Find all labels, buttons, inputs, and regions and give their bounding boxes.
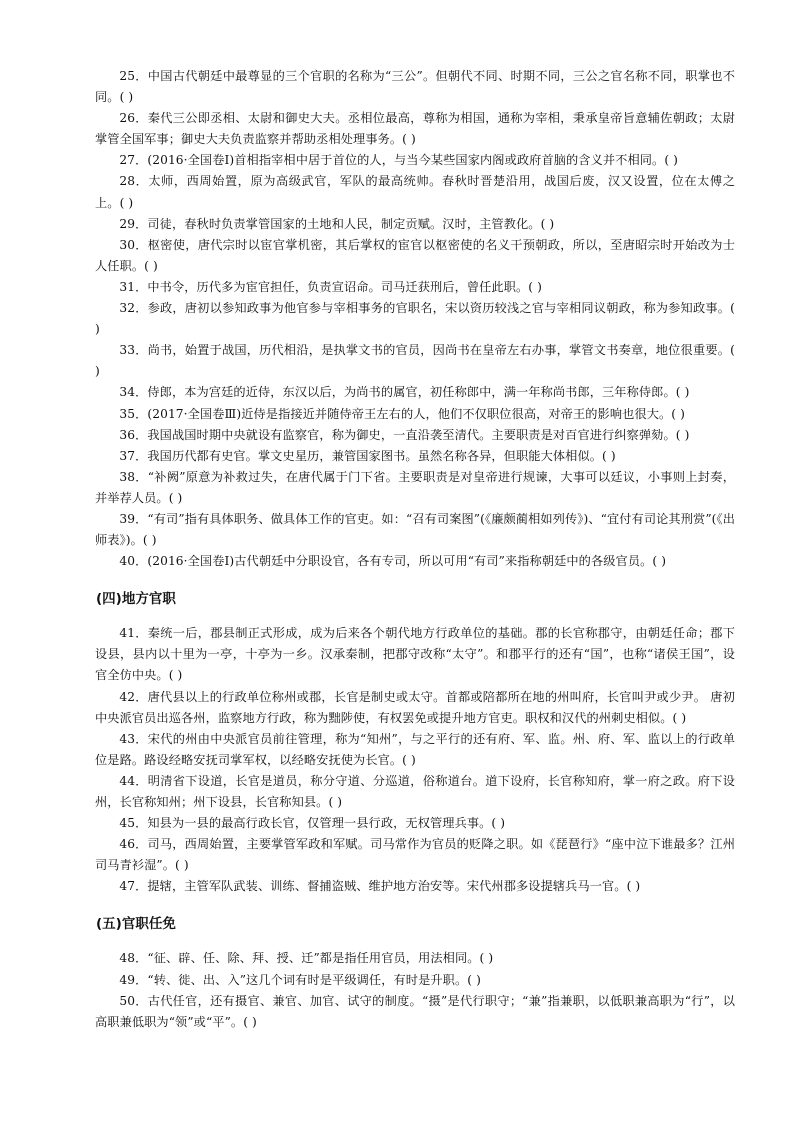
question-43: 43．宋代的州由中央派官员前往管理，称为“知州”，与之平行的还有府、军、监。州、府、军、监以上的行政单位是路。路设经略安抚司掌军权，以经略安抚使为长官。( ) (95, 731, 735, 767)
question-36: 36．我国战国时期中央就设有监察官，称为御史，一直沿袭至清代。主要职责是对百官进行纠察弹劾。( ) (119, 427, 690, 442)
question-46: 46．司马，西周始置，主要掌管军政和军赋。司马常作为官员的贬降之职。如《琵琶行》“座中泣下谁最多？江州司马青衫湿”。( ) (95, 837, 735, 873)
question-28: 28．太师，西周始置，原为高级武官，军队的最高统帅。春秋时晋楚沿用，战国后废，汉又设置，位在太傅之上。( ) (95, 174, 735, 210)
question-49: 49．“转、徙、出、入”这几个词有时是平级调任，有时是升职。( ) (119, 972, 481, 987)
question-group-central-officials (95, 66, 735, 572)
question-45: 45．知县为一县的最高行政长官，仅管理一县行政，无权管理兵事。( ) (119, 816, 506, 831)
question-41: 41．秦统一后，郡县制正式形成，成为后来各个朝代地方行政单位的基础。郡的长官称郡守，由朝廷任命；郡下设县，县内以十里为一亭，十亭为一乡。汉承秦制，把郡守改称“太守”。和郡平行的还有“国”，也称“诸侯王国”，设官全仿中央。( ) (95, 626, 735, 683)
question-29: 29．司徒，春秋时负责掌管国家的土地和人民，制定贡赋。汉时，主管教化。( ) (119, 216, 555, 231)
question-30: 30．枢密使，唐代宗时以宦官掌机密，其后掌权的宦官以枢密使的名义干预朝政，所以，至唐昭宗时开始改为士人任职。( ) (95, 237, 735, 273)
question-25: 25．中国古代朝廷中最尊显的三个官职的名称为“三公”。但朝代不同、时期不同，三公之官名称不同，职掌也不同。( ) (95, 69, 735, 105)
section-heading-local-officials: (四)地方官职 (96, 591, 176, 608)
question-33: 33．尚书，始置于战国，历代相沿，是执掌文书的官员，因尚书在皇帝左右办事，掌管文书奏章，地位很重要。( ) (95, 343, 735, 379)
question-44: 44．明清省下设道，长官是道员，称分守道、分巡道，俗称道台。道下设府，长官称知府，掌一府之政。府下设州，长官称知州；州下设县，长官称知县。( ) (95, 773, 735, 809)
question-27: 27．(2016·全国卷Ⅰ)首相指宰相中居于首位的人，与当今某些国家内阁或政府首脑的含义并不相同。( ) (119, 153, 679, 168)
question-38: 38．“补阙”原意为补救过失，在唐代属于门下省。主要职责是对皇帝进行规谏，大事可以廷议，小事则上封奏，并举荐人员。( ) (95, 469, 735, 505)
question-26: 26．秦代三公即丞相、太尉和御史大夫。丞相位最高，尊称为相国，通称为宰相，秉承皇帝旨意辅佐朝政；太尉掌管全国军事；御史大夫负责监察并帮助丞相处理事务。( ) (95, 111, 735, 147)
question-group-local-officials (95, 623, 735, 897)
question-40: 40．(2016·全国卷Ⅰ)古代朝廷中分职设官，各有专司，所以可用“有司”来指称朝廷中的各级官员。( ) (119, 554, 667, 569)
question-47: 47．提辖，主管军队武装、训练、督捕盗贼、维护地方治安等。宋代州郡多设提辖兵马一官。( ) (119, 879, 641, 894)
question-37: 37．我国历代都有史官。掌文史星历，兼管国家图书。虽然名称各异，但职能大体相似。( ) (119, 448, 616, 463)
question-50: 50．古代任官，还有摄官、兼官、加官、试守的制度。“摄”是代行职守；“兼”指兼职，以低职兼高职为“行”，以高职兼低职为“领”或“平”。( ) (95, 993, 735, 1029)
question-48: 48．“征、辟、任、除、拜、授、迁”都是指任用官员，用法相同。( ) (119, 951, 494, 966)
question-34: 34．侍郎，本为宫廷的近侍，东汉以后，为尚书的属官，初任称郎中，满一年称尚书郎，三年称侍郎。( ) (119, 385, 690, 400)
question-32: 32．参政，唐初以参知政事为他官参与宰相事务的官职名，宋以资历较浅之官与宰相同议朝政，称为参知政事。( ) (95, 301, 735, 337)
question-39: 39．“有司”指有具体职务、做具体工作的官吏。如：“召有司案图”(《廉颇蔺相如列传》)、“宜付有司论其刑赏”(《出师表》)。( ) (95, 511, 735, 548)
question-35: 35．(2017·全国卷Ⅲ)近侍是指接近并随侍帝王左右的人，他们不仅职位很高，对帝王的影响也很大。( ) (119, 406, 685, 421)
question-31: 31．中书令，历代多为宦官担任，负责宣诏命。司马迁获刑后，曾任此职。( ) (119, 279, 542, 294)
section-heading-appointment: (五)官职任免 (96, 916, 176, 933)
question-group-appointment (95, 948, 735, 1032)
question-42: 42．唐代县以上的行政单位称州或郡，长官是制史或太守。首都或陪都所在地的州叫府，长官叫尹或少尹。 唐初中央派官员出巡各州，监察地方行政，称为黜陟使，有权罢免或提升地方官吏。职权和汉代的州刺史相似。( ) (95, 689, 735, 725)
document-page (95, 66, 735, 1033)
